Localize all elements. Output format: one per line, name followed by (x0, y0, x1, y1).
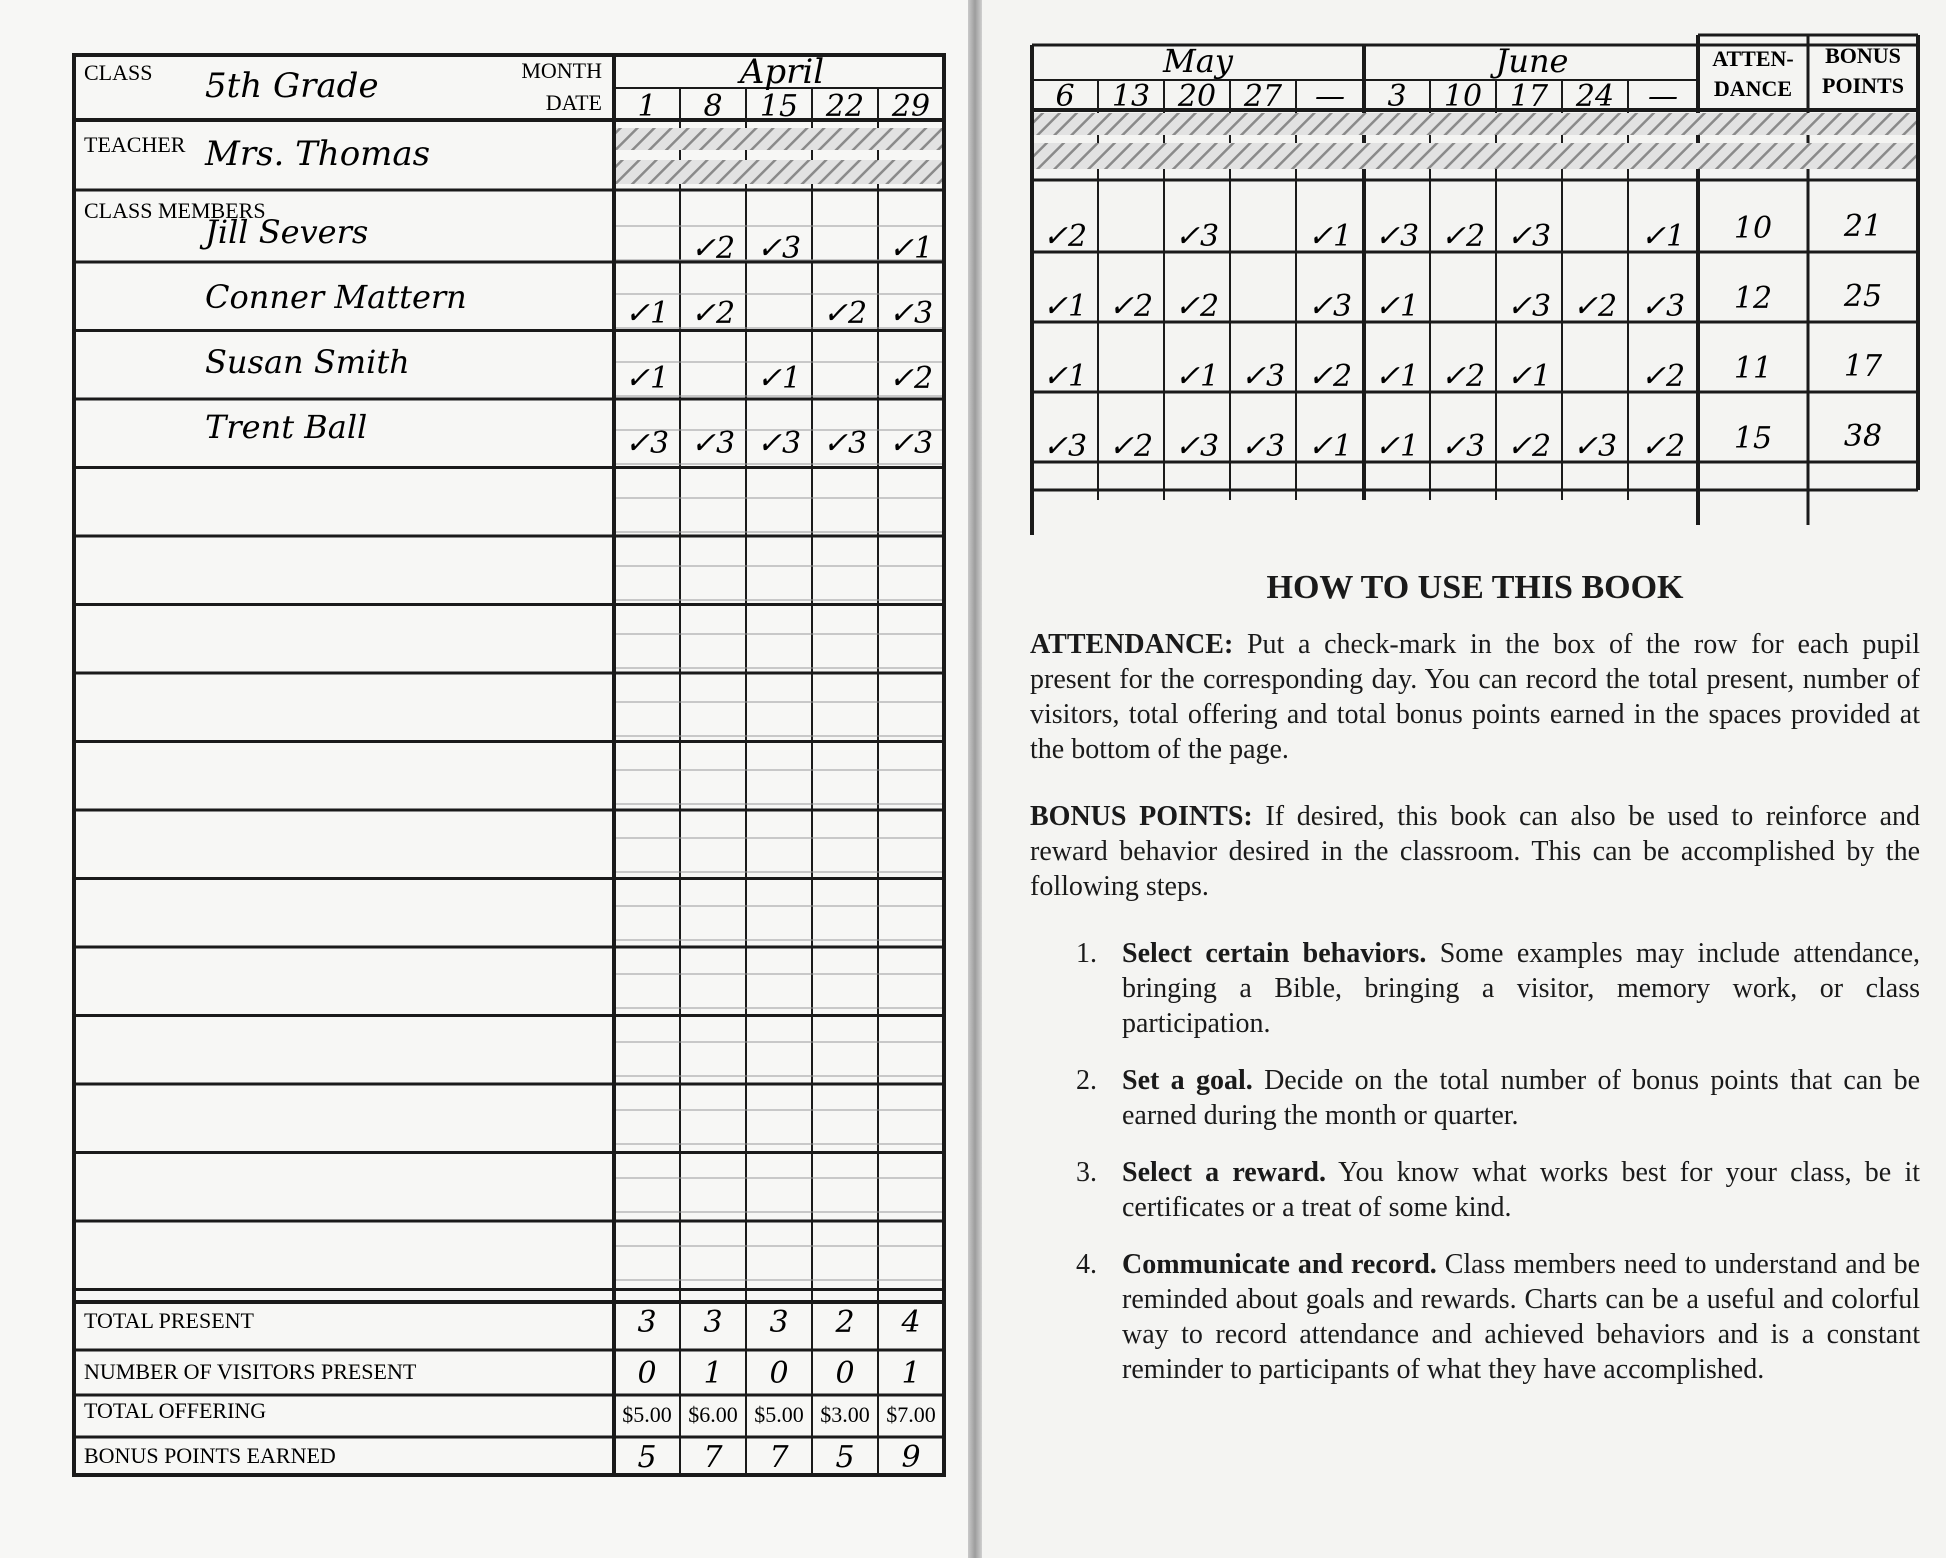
attendance-mark: ✓3 (1374, 219, 1420, 254)
hatched-row (616, 160, 942, 184)
totals-value: 0 (769, 1356, 789, 1391)
class-label: CLASS (84, 60, 153, 85)
attendance-mark: ✓3 (1174, 429, 1220, 464)
attendance-mark: ✓3 (1572, 429, 1618, 464)
totals-value: 0 (835, 1356, 855, 1391)
date-header: 29 (891, 89, 931, 124)
howto-title: HOW TO USE THIS BOOK (1266, 569, 1684, 606)
attendance-mark: ✓2 (1042, 219, 1088, 254)
member-name: Trent Ball (205, 408, 368, 446)
members-label: CLASS MEMBERS (84, 198, 266, 223)
attendance-mark: ✓3 (1506, 289, 1552, 324)
attendance-header-2: DANCE (1713, 76, 1793, 101)
attendance-mark: ✓3 (624, 426, 670, 461)
attendance-mark: ✓3 (1440, 429, 1486, 464)
totals-value: $5.00 (754, 1402, 804, 1427)
attendance-total: 11 (1733, 351, 1773, 386)
step-item (1030, 1247, 1920, 1387)
date-header: 15 (759, 89, 799, 124)
attendance-mark: ✓1 (1374, 429, 1420, 464)
date-header: 6 (1055, 79, 1075, 114)
totals-value: 3 (637, 1305, 657, 1340)
step-heading: Select a reward. (1122, 1157, 1326, 1188)
attendance-mark: ✓3 (1042, 429, 1088, 464)
totals-label: TOTAL OFFERING (84, 1398, 267, 1423)
member-name: Jill Severs (205, 213, 369, 251)
attendance-mark: ✓3 (888, 296, 934, 331)
totals-value: $3.00 (820, 1402, 870, 1427)
step-text: Decide on the total number of bonus points that can be earned during the month or quarter. (1122, 1065, 1921, 1131)
attendance-mark: ✓3 (822, 426, 868, 461)
teacher-label: TEACHER (84, 132, 186, 157)
step-text: You know what works best for your class, be it certificates or a treat of some kind. (1122, 1157, 1920, 1223)
attendance-mark: ✓3 (756, 231, 802, 266)
totals-value: 9 (901, 1440, 921, 1475)
attendance-mark: ✓3 (1240, 359, 1286, 394)
totals-label: TOTAL PRESENT (84, 1308, 254, 1333)
totals-value: 1 (901, 1356, 921, 1391)
hatched-row (1034, 113, 1916, 135)
attendance-mark: ✓1 (1174, 359, 1220, 394)
attendance-total: 12 (1733, 281, 1773, 316)
attendance-total: 15 (1733, 421, 1773, 456)
attendance-header-1: ATTEN- (1712, 46, 1794, 71)
member-name: Conner Mattern (205, 278, 467, 316)
totals-label: NUMBER OF VISITORS PRESENT (84, 1359, 417, 1384)
attendance-mark: ✓3 (1174, 219, 1220, 254)
attendance-mark: ✓2 (1108, 289, 1154, 324)
bonus-total: 38 (1843, 419, 1883, 454)
totals-value: 4 (901, 1305, 921, 1340)
step-number: 4. (1076, 1249, 1097, 1280)
totals-value: 1 (703, 1356, 723, 1391)
step-number: 1. (1076, 938, 1097, 969)
attendance-mark: ✓1 (1506, 359, 1552, 394)
attendance-mark: ✓2 (1108, 429, 1154, 464)
month-april: April (739, 52, 825, 92)
month-june: June (1495, 42, 1569, 80)
hatched-row (616, 128, 942, 150)
attendance-heading: ATTENDANCE: (1030, 629, 1234, 660)
date-header: 24 (1575, 79, 1615, 114)
attendance-mark: ✓3 (690, 426, 736, 461)
totals-value: 7 (769, 1440, 789, 1475)
class-value: 5th Grade (205, 66, 379, 106)
attendance-mark: ✓1 (1042, 289, 1088, 324)
attendance-mark: ✓1 (888, 231, 934, 266)
totals-value: 3 (703, 1305, 723, 1340)
bonus-header-2: POINTS (1822, 73, 1904, 98)
totals-value: 3 (769, 1305, 789, 1340)
totals-value: 5 (637, 1440, 657, 1475)
attendance-mark: ✓2 (1307, 359, 1353, 394)
bonus-text: If desired, this book can also be used to reinforce and reward behavior desired in the classroom. This can be accomplished by the following steps. (1030, 801, 1920, 902)
how-to-use-section (1030, 570, 1920, 1409)
attendance-mark: ✓1 (1307, 429, 1353, 464)
date-header: 1 (637, 89, 657, 124)
attendance-mark: ✓2 (1572, 289, 1618, 324)
attendance-mark: ✓2 (888, 361, 934, 396)
attendance-mark: ✓3 (756, 426, 802, 461)
bonus-heading: BONUS POINTS: (1030, 801, 1253, 832)
attendance-mark: ✓2 (690, 231, 736, 266)
date-header: 20 (1177, 79, 1217, 114)
totals-value: 7 (703, 1440, 723, 1475)
step-heading: Communicate and record. (1122, 1249, 1437, 1280)
attendance-mark: ✓2 (1174, 289, 1220, 324)
date-header: 22 (825, 89, 865, 124)
attendance-mark: ✓1 (1374, 359, 1420, 394)
attendance-mark: ✓2 (1640, 429, 1686, 464)
attendance-mark: ✓2 (1640, 359, 1686, 394)
attendance-text: Put a check-mark in the box of the row for each pupil present for the corresponding day. You can record the total present, number of visitors, total offering and total bonus points earned in the spaces provided at the bottom of the page. (1030, 629, 1920, 765)
date-header: 3 (1387, 79, 1407, 114)
attendance-mark: ✓2 (1440, 359, 1486, 394)
attendance-mark: ✓3 (1640, 289, 1686, 324)
hatched-row (1034, 143, 1916, 169)
totals-value: $6.00 (688, 1402, 738, 1427)
totals-value: 2 (835, 1305, 855, 1340)
totals-value: $7.00 (886, 1402, 936, 1427)
steps-list (1030, 936, 1920, 1387)
step-heading: Select certain behaviors. (1122, 938, 1427, 969)
step-item (1030, 1063, 1920, 1133)
attendance-mark: ✓1 (1374, 289, 1420, 324)
totals-value: 5 (835, 1440, 855, 1475)
totals-value: 0 (637, 1356, 657, 1391)
attendance-mark: ✓1 (1042, 359, 1088, 394)
step-item (1030, 936, 1920, 1041)
date-header: 8 (703, 89, 723, 124)
attendance-mark: ✓3 (1240, 429, 1286, 464)
left-frame (74, 55, 944, 1475)
totals-value: $5.00 (622, 1402, 672, 1427)
date-header: 10 (1443, 79, 1483, 114)
attendance-mark: ✓3 (888, 426, 934, 461)
attendance-mark: ✓2 (822, 296, 868, 331)
bonus-paragraph (1030, 799, 1920, 904)
step-number: 2. (1076, 1065, 1097, 1096)
step-number: 3. (1076, 1157, 1097, 1188)
step-text: Some examples may include attendance, bringing a Bible, bringing a visitor, memory work, or class participation. (1122, 938, 1921, 1039)
date-header: 13 (1111, 79, 1151, 114)
step-item (1030, 1155, 1920, 1225)
attendance-total: 10 (1733, 211, 1773, 246)
attendance-paragraph (1030, 627, 1920, 767)
date-header: 17 (1509, 79, 1549, 114)
date-header: — (1315, 79, 1345, 114)
bonus-total: 17 (1843, 349, 1883, 384)
attendance-mark: ✓3 (1307, 289, 1353, 324)
teacher-value: Mrs. Thomas (205, 134, 431, 174)
attendance-mark: ✓1 (756, 361, 802, 396)
bonus-total: 21 (1843, 209, 1883, 244)
member-name: Susan Smith (205, 343, 410, 381)
attendance-mark: ✓1 (624, 296, 670, 331)
attendance-mark: ✓2 (1440, 219, 1486, 254)
bonus-total: 25 (1843, 279, 1883, 314)
step-heading: Set a goal. (1122, 1065, 1253, 1096)
month-label: MONTH (521, 58, 602, 83)
attendance-mark: ✓1 (1307, 219, 1353, 254)
date-label: DATE (545, 90, 602, 115)
attendance-mark: ✓1 (1640, 219, 1686, 254)
date-header: 27 (1243, 79, 1283, 114)
step-text: Class members need to understand and be reminded about goals and rewards. Charts can be a useful and colorful way to record attendance and achieved behaviors and is a constant reminder to participants of what they have accomplished. (1122, 1249, 1920, 1385)
attendance-mark: ✓2 (690, 296, 736, 331)
bonus-header-1: BONUS (1825, 43, 1901, 68)
attendance-mark: ✓2 (1506, 429, 1552, 464)
attendance-mark: ✓1 (624, 361, 670, 396)
attendance-mark: ✓3 (1506, 219, 1552, 254)
month-may: May (1163, 42, 1233, 80)
totals-label: BONUS POINTS EARNED (84, 1443, 336, 1468)
date-header: — (1648, 79, 1678, 114)
left-grid (74, 55, 944, 1475)
